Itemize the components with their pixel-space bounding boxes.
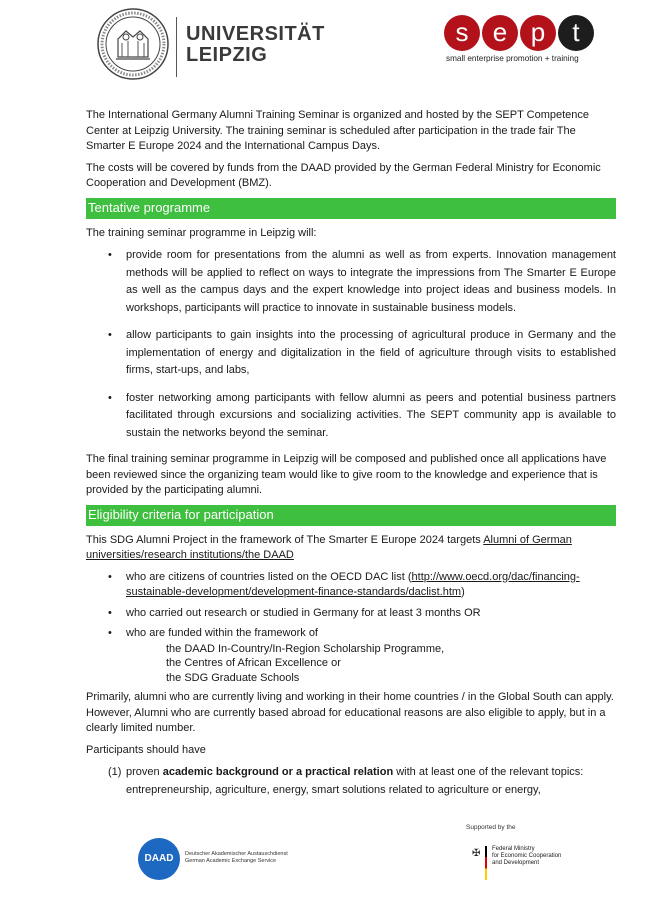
bmz-name-line2: for Economic Cooperation	[492, 853, 562, 859]
list-item	[86, 626, 616, 685]
sept-letter-s: s	[444, 15, 480, 51]
list-item-text: who carried out research or studied in Germany for at least 3 months OR	[126, 606, 481, 619]
programme-closing: The final training seminar programme in Leipzig will be composed and published once all applications have been reviewed since the organizing team would like to give room to the knowledge and experience that is provided by the participating alumni.	[86, 453, 607, 496]
daad-name-de: Deutscher Akademischer Austauschdienst	[185, 851, 288, 857]
bmz-logo	[466, 824, 606, 894]
sept-tagline: small enterprise promotion + training	[446, 54, 579, 63]
daad-logo	[133, 838, 313, 884]
item-text-post: with at least one of the relevant topics: entrepreneurship, agriculture, energy, smart solutions related to agriculture or energy,	[126, 766, 584, 796]
federal-eagle-icon: ✠	[472, 848, 481, 859]
list-item	[86, 606, 616, 622]
sept-letter-p: p	[520, 15, 556, 51]
list-item	[86, 570, 616, 601]
daad-mark: DAAD	[138, 838, 180, 880]
sub-item: the DAAD In-Country/In-Region Scholarship Programme,	[166, 642, 445, 655]
bullet-icon: •	[108, 570, 112, 583]
daad-wordmark	[185, 851, 288, 865]
university-name-line2: LEIPZIG	[186, 44, 268, 66]
university-name-line1: UNIVERSITÄT	[186, 23, 325, 45]
item-text-bold: academic background or a practical relation	[162, 766, 394, 778]
bmz-name-line3: and Development	[492, 860, 540, 866]
list-item	[86, 390, 616, 443]
sept-letters	[444, 15, 602, 51]
list-item	[86, 247, 616, 317]
german-flag-icon	[485, 846, 487, 880]
bullet-icon: •	[108, 329, 112, 341]
bullet-icon: •	[108, 606, 112, 619]
list-item	[86, 327, 616, 380]
eligibility-lead	[86, 533, 616, 564]
supported-by-label: Supported by the	[466, 824, 516, 831]
participants-should-have: Participants should have	[86, 743, 206, 756]
oecd-dac-link[interactable]: http://www.oecd.org/dac/financing-sustainable-development/development-finance-standards/daclist.htm	[126, 570, 580, 598]
list-item-text: foster networking among participants with fellow alumni as peers and potential business partners facilitated through excursions and socializing activities. The SEPT community app is available to sustain the networks beyond the seminar.	[126, 391, 616, 439]
eligibility-note: Primarily, alumni who are currently living and working in their home countries / in the Global South can apply. However, Alumni who are currently based abroad for educational reasons are also eligible to apply, but in a clearly limited number.	[86, 691, 614, 734]
sept-letter-e: e	[482, 15, 518, 51]
bullet-icon: •	[108, 627, 112, 639]
university-leipzig-logo	[96, 7, 325, 81]
programme-lead: The training seminar programme in Leipzig will:	[86, 226, 317, 239]
list-item-text: who are funded within the framework of	[126, 627, 318, 639]
bullet-icon: •	[108, 391, 112, 404]
programme-bullet-list	[86, 247, 616, 442]
item-text-pre: proven	[126, 766, 163, 778]
numbered-item-1	[86, 764, 616, 799]
university-name	[186, 24, 325, 66]
bmz-name-line1: Federal Ministry	[492, 846, 535, 852]
eligibility-bullet-list	[86, 570, 616, 686]
document-body	[86, 108, 616, 799]
bmz-name	[492, 846, 561, 867]
section-heading-programme: Tentative programme	[86, 198, 616, 219]
intro-paragraph-2: The costs will be covered by funds from the DAAD provided by the German Federal Ministry for Economic Cooperation and Development (BMZ).	[86, 161, 601, 189]
list-item-text-end: )	[461, 586, 465, 598]
sept-logo	[444, 15, 602, 75]
list-item-text: who are citizens of countries listed on the OECD DAC list (	[126, 570, 412, 583]
sub-item: the Centres of African Excellence or	[166, 657, 341, 669]
sept-letter-t: t	[558, 15, 594, 51]
eligibility-lead-text: This SDG Alumni Project in the framework of The Smarter E Europe 2024 targets	[86, 533, 484, 546]
sub-item: the SDG Graduate Schools	[166, 671, 300, 684]
section-heading-eligibility: Eligibility criteria for participation	[86, 505, 616, 526]
alumni-link[interactable]: Alumni of German universities/research institutions/the DAAD	[86, 533, 572, 561]
daad-name-en: German Academic Exchange Service	[185, 858, 277, 864]
list-item-text: provide room for presentations from the alumni as well as from experts. Innovation management methods will be applied to reflect on ways to integrate the impressions from The Smarter E Europe as well as the campus days and the expert knowledge into project ideas and business models. In workshops, participants will practice to innovate in sustainable business models.	[126, 249, 616, 314]
intro-paragraph-1: The International Germany Alumni Training Seminar is organized and hosted by the SEPT Competence Center at Leipzig University. The training seminar is scheduled after participation in the trade fair The Smarter E Europe 2024 and the International Campus Days.	[86, 109, 590, 152]
logo-divider	[176, 17, 177, 77]
bullet-icon: •	[108, 249, 112, 261]
university-seal-icon	[96, 7, 170, 81]
item-number: (1)	[108, 766, 122, 778]
list-item-text: allow participants to gain insights into the processing of agricultural produce in Germany and the implementation of energy and digitalization in the field of agriculture through visits to established firms, start-ups, and labs,	[126, 329, 616, 376]
